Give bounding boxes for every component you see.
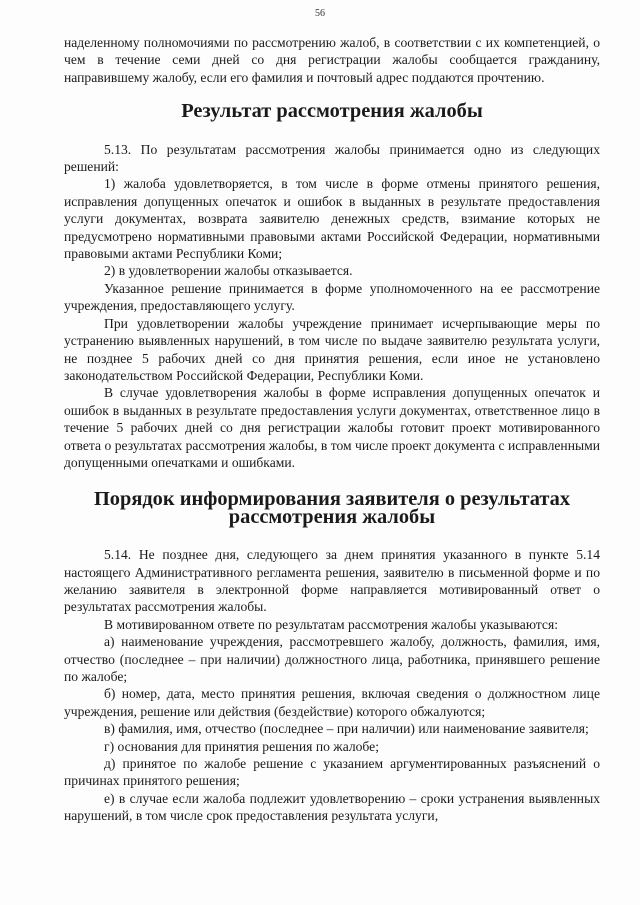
paragraph: При удовлетворении жалобы учреждение принимает исчерпывающие меры по устранению выявленных нарушений, в том числе по выдаче заявителю результата услуги, не позднее 5 рабочих дней со дня принятия решения, если иное не установлено законодательством Российской Федерации, Республики Коми. (64, 315, 600, 383)
paragraph: Указанное решение принимается в форме уполномоченного на ее рассмотрение учреждения, предоставляющего услугу. (64, 280, 600, 314)
paragraph: б) номер, дата, место принятия решения, включая сведения о должностном лице учреждения, решение или действия (бездействие) которого обжалуются; (64, 686, 600, 719)
paragraph: 2) в удовлетворении жалобы отказывается. (104, 263, 353, 279)
paragraph: д) принятое по жалобе решение с указанием аргументированных разъяснений о причинах принятого решения; (64, 756, 600, 789)
paragraph: 1) жалоба удовлетворяется, в том числе в форме отмены принятого решения, исправления допущенных опечаток и ошибок в выданных в результате предоставления услуги документах, возврата заявителю денежных средств, взимание которых не предусмотрено нормативными правовыми актами Российской Федерации, нормативными правовыми актами Республики Коми; (64, 176, 600, 262)
paragraph: а) наименование учреждения, рассмотревшего жалобу, должность, фамилия, имя, отчество (последнее – при наличии) должностного лица, работника, принявшего решение по жалобе; (64, 634, 600, 684)
paragraph: г) основания для принятия решения по жалобе; (104, 738, 379, 754)
paragraph: В случае удовлетворения жалобы в форме исправления допущенных опечаток и ошибок в выданных в результате предоставления услуги документах, ответственное лицо в течение 5 рабочих дней со дня регистрации жалобы готовит проект мотивированного ответа о результатах рассмотрения жалобы, в том числе проект документа с исправленными допущенными опечатками и ошибками. (64, 385, 600, 470)
page-number: 56 (315, 8, 325, 19)
section-heading: Результат рассмотрения жалобы (181, 100, 483, 123)
paragraph: е) в случае если жалоба подлежит удовлетворению – сроки устранения выявленных нарушений, в том числе срок предоставления результата услуги, (64, 790, 600, 824)
paragraph: В мотивированном ответе по результатам рассмотрения жалобы указываются: (104, 616, 558, 632)
paragraph: в) фамилия, имя, отчество (последнее – при наличии) или наименование заявителя; (104, 721, 589, 737)
section-heading: Порядок информирования заявителя о результатах рассмотрения жалобы (93, 488, 571, 528)
document-body (64, 34, 600, 825)
paragraph: 5.13. По результатам рассмотрения жалобы принимается одно из следующих решений: (64, 141, 600, 175)
paragraph: 5.14. Не позднее дня, следующего за днем принятия указанного в пункте 5.14 настоящего Административного регламента решения, заявителю в письменной форме и по желанию заявителя в электронной форме направляется мотивированный ответ о результатах рассмотрения жалобы. (64, 547, 600, 615)
paragraph: наделенному полномочиями по рассмотрению жалоб, в соответствии с их компетенцией, о чем в течение семи дней со дня регистрации жалобы сообщается гражданину, направившему жалобу, если его фамилия и почтовый адрес поддаются прочтению. (64, 35, 600, 85)
